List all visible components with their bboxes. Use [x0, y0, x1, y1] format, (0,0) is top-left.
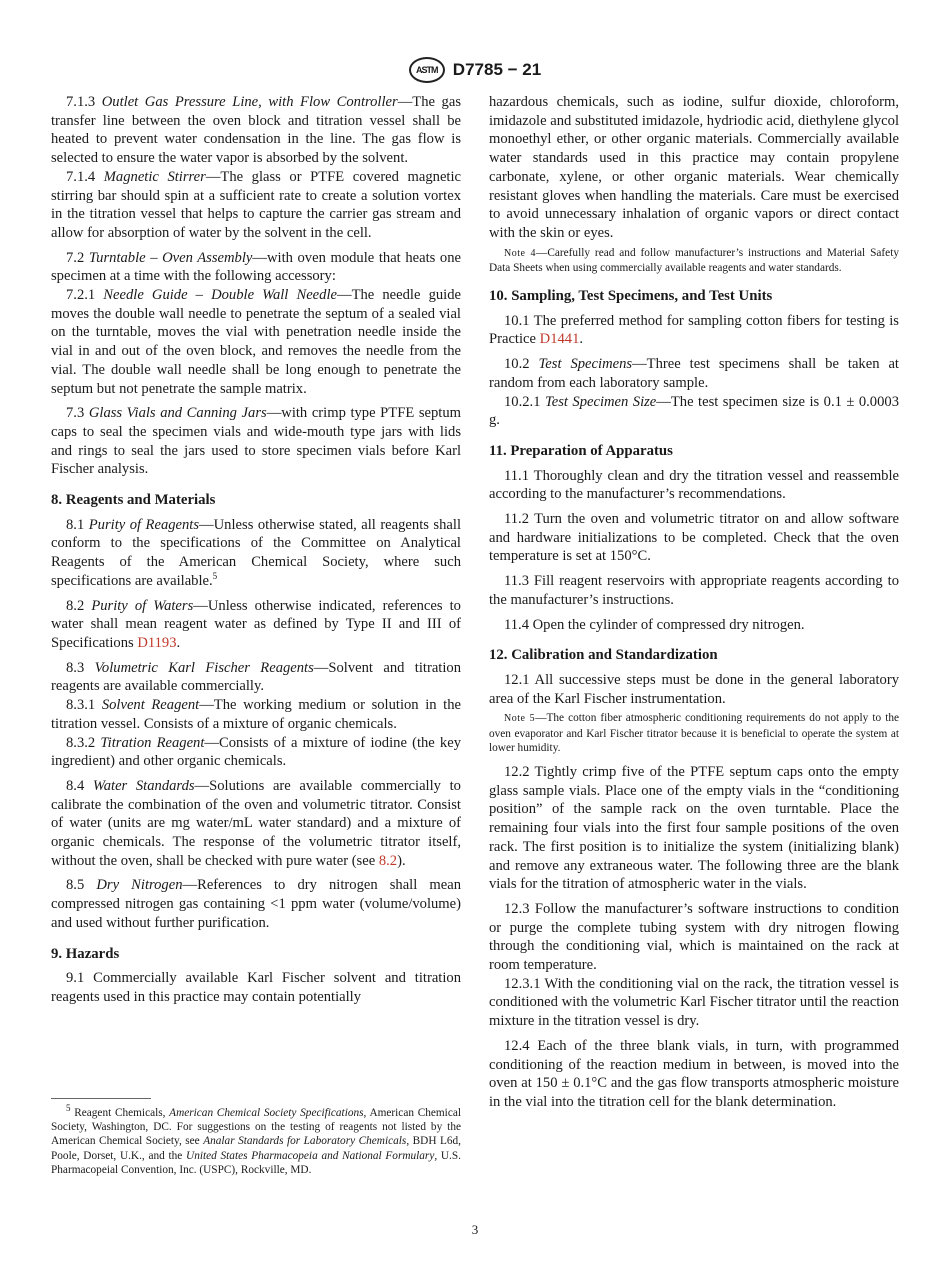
section-12-3: 12.3 Follow the manufacturer’s software instructions to condition or purge the complete tubing system with dry nitrogen flowing through the conditioning vial, which is maintained on the rack at room temperature.	[489, 900, 899, 974]
astm-logo: ASTM	[409, 57, 445, 83]
heading-section-11: 11. Preparation of Apparatus	[489, 442, 673, 459]
section-11-1: 11.1 Thoroughly clean and dry the titration vessel and reassemble according to the manufacturer’s recommendations.	[489, 467, 899, 503]
note-4: Note 4—Carefully read and follow manufacturer’s instructions and Material Safety Data Sheets when using commercially available reagents and water standards.	[489, 246, 899, 274]
section-7-1-4: 7.1.4 Magnetic Stirrer—The glass or PTFE covered magnetic stirring bar should spin at a sufficient rate to create a solution vortex in the titration vessel that helps to capture the carrier gas stream and allow for absorption of water by the solvent in the cell.	[51, 168, 462, 241]
section-7-1-3: 7.1.3 Outlet Gas Pressure Line, with Flow Controller—The gas transfer line between the oven block and titration vessel shall be heated to prevent water condensation in the line. The gas flow is selected to ensure the water vapor is absorbed by the solvent.	[51, 94, 461, 167]
section-8-2: 8.2 Purity of Waters—Unless otherwise indicated, references to water shall mean reagent water as defined by Type II and III of Specifications D1193.	[51, 597, 461, 651]
section-8-3: 8.3 Volumetric Karl Fischer Reagents—Solvent and titration reagents are available commercially.	[51, 659, 461, 695]
section-7-3: 7.3 Glass Vials and Canning Jars—with crimp type PTFE septum caps to seal the specimen vials and wide-mouth type jars with lids and rings to seal the jars used to store specimen vials before Karl Fischer analysis.	[51, 405, 461, 478]
section-7-2-1: 7.2.1 Needle Guide – Double Wall Needle—The needle guide moves the double wall needle to penetrate the septum of a sealed vial on the turntable, moves the vial with penetration needle inside the vial in and out of the oven block, and removes the needle from the vial. The double wall needle shall be long enough to penetrate the septum but not penetrate the sample matrix.	[51, 287, 461, 397]
section-11-3: 11.3 Fill reagent reservoirs with appropriate reagents according to the manufacturer’s instructions.	[489, 573, 899, 608]
page-header	[0, 55, 950, 85]
section-8-1: 8.1 Purity of Reagents—Unless otherwise stated, all reagents shall conform to the specifications of the Committee on Analytical Reagents of the American Chemical Society, where such specifications are available.$^5$	[51, 516, 461, 589]
section-12-4: 12.4 Each of the three blank vials, in turn, with programmed conditioning of the reaction medium in between, is moved into the oven at 150 ± 0.1°C and the gas flow transports atmospheric moisture in the vial into the titration cell for the blank determination.	[489, 1037, 899, 1110]
section-10-2: 10.2 Test Specimens—Three test specimens shall be taken at random from each laboratory sample.	[489, 356, 899, 391]
left-column	[51, 93, 461, 1013]
section-12-3-1: 12.3.1 With the conditioning vial on the rack, the titration vessel is conditioned with the volumetric Karl Fischer titrator until the reaction mixture in the titration vessel is dry.	[489, 975, 899, 1030]
heading-section-9: 9. Hazards	[51, 945, 120, 962]
section-10-2-1: 10.2.1 Test Specimen Size—The test specimen size is 0.1 ± 0.0003 g.	[489, 393, 899, 429]
section-7-2: 7.2 Turntable – Oven Assembly—with oven module that heats one specimen at a time with the following accessory:	[51, 249, 461, 285]
section-12-1: 12.1 All successive steps must be done in the general laboratory area of the Karl Fischer instrumentation.	[489, 671, 899, 707]
section-12-2: 12.2 Tightly crimp five of the PTFE septum caps onto the empty glass sample vials. Place one of the empty vials in the “conditioning position” of the sample rack on the oven turntable. Place the remaining four vials into the first four sample positions of the oven rack. The first position is to initialize the system (initializing blank) and remove any extraneous water. The following three are the blank vials for the titration of atmospheric water in the vials.	[489, 764, 899, 893]
section-9-1-continued: hazardous chemicals, such as iodine, sulfur dioxide, chloroform, imidazole and substituted imidazole, hydriodic acid, diethylene glycol monoethyl ether, or other organic materials. Commercially available water standards used in this practice may contain propylene carbonate, xylene, or other organic materials. Wear chemically resistant gloves when handling the materials. Care must be exercised to avoid unnecessary inhalation of organic vapors or direct contact with the skin or eyes.	[489, 94, 899, 241]
page-number: 3	[471, 1222, 479, 1237]
link-d1193[interactable]: D1193	[137, 634, 177, 651]
link-d1441[interactable]: D1441	[539, 331, 580, 348]
footnote-divider	[51, 1098, 151, 1099]
link-8-2[interactable]: 8.2	[378, 852, 398, 869]
section-10-1: 10.1 The preferred method for sampling cotton fibers for testing is Practice D1441.	[489, 312, 899, 348]
footnote-5: $^5$ Reagent Chemicals, American Chemical Society Specifications, American Chemical Society, Washington, DC. For suggestions on the testing of reagents not listed by the American Chemical Society, see Analar Standards for Laboratory Chemicals, BDH L6d, Poole, Dorset, U.K., and the United States Pharmacopeia and National Formulary, U.S. Pharmacopeial Convention, Inc. (USPC), Rockville, MD.	[51, 1103, 461, 1176]
section-11-2: 11.2 Turn the oven and volumetric titrator on and allow software and hardware initializations to be completed. Check that the oven temperature is set at 150°C.	[489, 511, 899, 565]
footnote-ref-5[interactable]: 5	[212, 571, 218, 582]
section-11-4: 11.4 Open the cylinder of compressed dry nitrogen.	[504, 616, 805, 633]
section-8-3-2: 8.3.2 Titration Reagent—Consists of a mixture of iodine (the key ingredient) and other organic chemicals.	[51, 734, 461, 770]
section-8-4: 8.4 Water Standards—Solutions are available commercially to calibrate the combination of the oven and volumetric titrator. Consist of water (units are mg water/mL water standard) and a mixture of organic chemicals. The response of the volumetric titrator itself, without the oven, shall be checked with pure water (see 8.2).	[51, 777, 461, 869]
heading-section-12: 12. Calibration and Standardization	[489, 647, 718, 664]
section-9-1: 9.1 Commercially available Karl Fischer solvent and titration reagents used in this practice may contain potentially	[51, 970, 461, 1005]
heading-section-10: 10. Sampling, Test Specimens, and Test Units	[489, 288, 773, 305]
section-8-5: 8.5 Dry Nitrogen—References to dry nitrogen shall mean compressed nitrogen gas containing <1 ppm water (volume/volume) and used without further purification.	[51, 877, 461, 931]
section-8-3-1: 8.3.1 Solvent Reagent—The working medium or solution in the titration vessel. Consists of a mixture of organic chemicals.	[51, 697, 462, 732]
heading-section-8: 8. Reagents and Materials	[51, 492, 216, 509]
document-id: D7785 − 21	[452, 60, 542, 79]
note-5: Note 5—The cotton fiber atmospheric conditioning requirements do not apply to the oven evaporator and Karl Fischer titrator because it is beneficial to operate the system at lower humidity.	[489, 712, 899, 754]
right-column	[489, 93, 899, 1118]
